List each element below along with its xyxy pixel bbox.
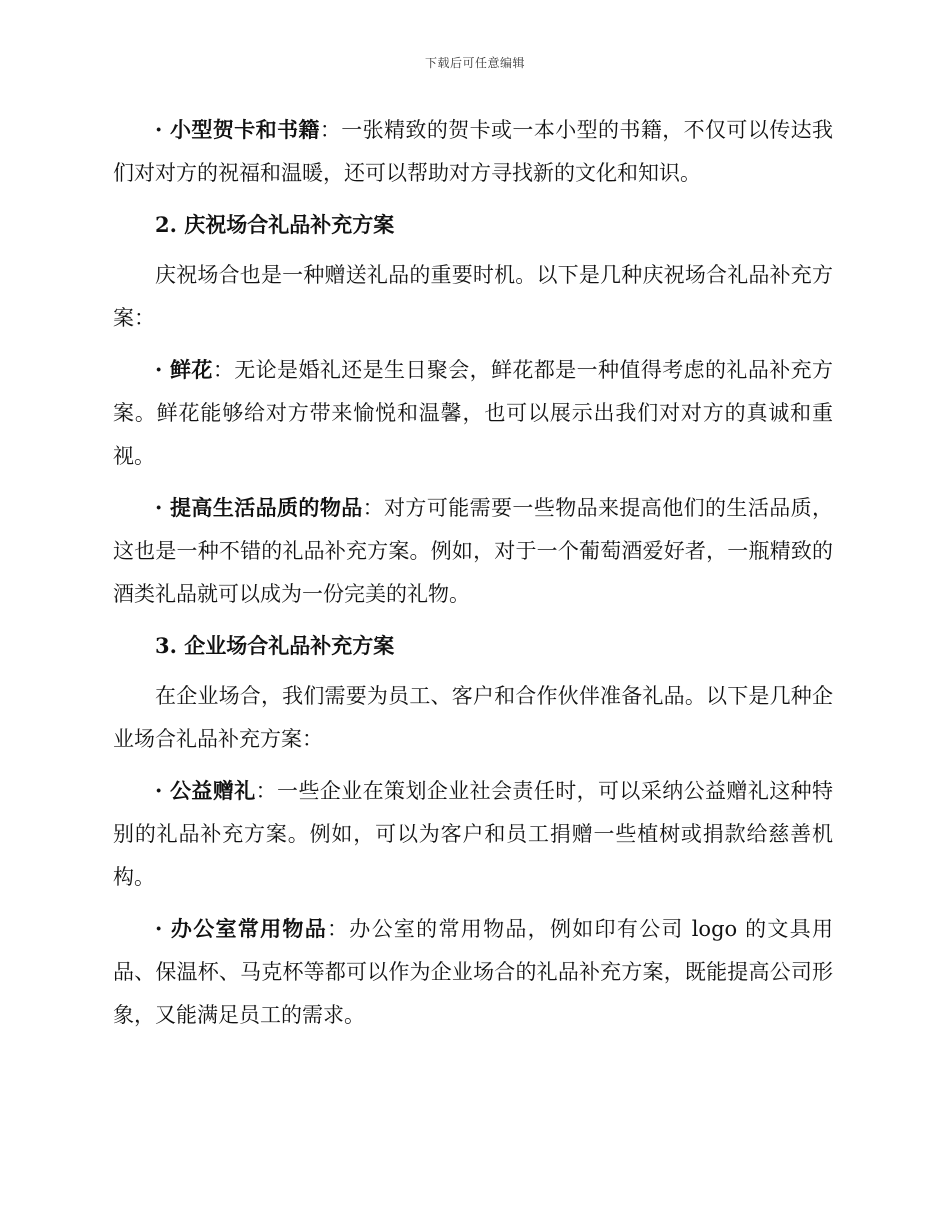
bullet-separator: ： <box>362 496 385 520</box>
bullet-term: 办公室常用物品 <box>170 916 327 941</box>
document-body <box>113 108 833 1045</box>
section-heading: 3. 企业场合礼品补充方案 <box>155 633 395 658</box>
bullet-paragraph <box>113 348 833 478</box>
bullet-separator: ： <box>212 358 235 382</box>
bullet-marker: · <box>155 117 171 142</box>
bullet-term: 小型贺卡和书籍 <box>170 117 320 142</box>
bullet-separator: ： <box>255 779 278 803</box>
bullet-text: 一张精致的贺卡或一本小型的书籍，不仅可以传达我们对对方的祝福和温暖，还可以帮助对方寻找新的文化和知识。 <box>113 118 834 185</box>
body-paragraph: 庆祝场合也是一种赠送礼品的重要时机。以下是几种庆祝场合礼品补充方案： <box>113 263 833 330</box>
bullet-marker: · <box>155 778 171 803</box>
bullet-term: 提高生活品质的物品 <box>170 495 363 520</box>
bullet-text: 一些企业在策划企业社会责任时，可以采纳公益赠礼这种特别的礼品补充方案。例如，可以为客户和员工捐赠一些植树或捐款给慈善机构。 <box>113 779 834 889</box>
section-heading: 2. 庆祝场合礼品补充方案 <box>155 212 395 237</box>
body-paragraph: 在企业场合，我们需要为员工、客户和合作伙伴准备礼品。以下是几种企业场合礼品补充方案： <box>113 684 833 751</box>
bullet-term: 公益赠礼 <box>170 778 256 803</box>
bullet-paragraph <box>113 907 833 1037</box>
bullet-text: 办公室的常用物品，例如印有公司 logo 的文具用品、保温杯、马克杯等都可以作为企业场合的礼品补充方案，既能提高公司形象，又能满足员工的需求。 <box>113 917 834 1027</box>
bullet-term: 鲜花 <box>170 357 213 382</box>
bullet-text: 对方可能需要一些物品来提高他们的生活品质，这也是一种不错的礼品补充方案。例如，对于一个葡萄酒爱好者，一瓶精致的酒类礼品就可以成为一份完美的礼物。 <box>113 496 834 606</box>
bullet-paragraph <box>113 769 833 899</box>
bullet-marker: · <box>155 357 171 382</box>
bullet-separator: ： <box>327 917 350 941</box>
bullet-marker: · <box>155 916 171 941</box>
bullet-paragraph <box>113 108 833 195</box>
bullet-marker: · <box>155 495 171 520</box>
bullet-text: 无论是婚礼还是生日聚会，鲜花都是一种值得考虑的礼品补充方案。鲜花能够给对方带来愉悦和温馨，也可以展示出我们对对方的真诚和重视。 <box>113 358 834 468</box>
page-header: 下载后可任意编辑 <box>424 56 525 70</box>
bullet-paragraph <box>113 486 833 616</box>
bullet-separator: ： <box>319 118 342 142</box>
